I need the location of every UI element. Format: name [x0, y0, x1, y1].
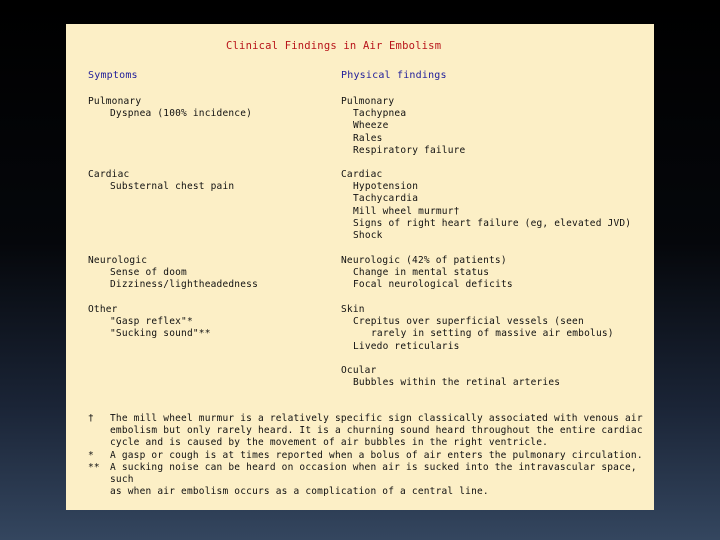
footnote-dagger — [88, 413, 648, 450]
group-heading: Neurologic — [88, 255, 148, 266]
physical-group-cardiac — [341, 169, 631, 242]
footnote-asterisk — [88, 450, 648, 462]
list-item: Dizziness/lightheadedness — [110, 279, 258, 291]
group-heading: Cardiac — [341, 169, 383, 180]
physical-group-neurologic — [341, 255, 513, 292]
footnote-line: A gasp or cough is at times reported when a bolus of air enters the pulmonary circulation. — [110, 449, 643, 461]
list-item: Substernal chest pain — [110, 181, 235, 193]
group-heading: Pulmonary — [88, 96, 142, 107]
footnote-line: The mill wheel murmur is a relatively specific sign classically associated with venous air — [110, 413, 643, 424]
group-heading: Other — [88, 304, 118, 315]
list-item: Tachycardia — [353, 193, 419, 205]
list-item: "Sucking sound"** — [110, 328, 211, 340]
footnote-line: as when air embolism occurs as a complication of a central line. — [110, 486, 489, 498]
footnote-line: embolism but only rarely heard. It is a churning sound heard throughout the entire cardiac — [110, 425, 643, 437]
footnote-line: A sucking noise can be heard on occasion when air is sucked into the intravascular space, such — [110, 461, 637, 486]
footnote-mark: * — [88, 449, 94, 461]
physical-group-ocular — [341, 365, 560, 389]
footnote-line: cycle and is caused by the movement of air bubbles in the right ventricle. — [110, 437, 549, 449]
symptom-group-cardiac — [88, 169, 234, 193]
list-item: Change in mental status — [353, 267, 490, 279]
list-item: Hypotension — [353, 181, 419, 193]
list-item: rarely in setting of massive air embolus) — [371, 328, 614, 340]
footnote-mark: † — [88, 413, 94, 424]
list-item: Rales — [353, 132, 383, 144]
list-item: Shock — [353, 229, 383, 241]
symptom-group-neurologic — [88, 255, 258, 292]
list-item: "Gasp reflex"* — [110, 316, 193, 328]
list-item: Livedo reticularis — [353, 340, 460, 352]
group-heading: Cardiac — [88, 169, 130, 180]
group-heading: Pulmonary — [341, 96, 395, 107]
list-item: Sense of doom — [110, 267, 187, 279]
list-item: Mill wheel murmur† — [353, 205, 460, 217]
symptom-group-other — [88, 304, 211, 341]
list-item: Focal neurological deficits — [353, 279, 513, 291]
list-item: Signs of right heart failure (eg, elevated JVD) — [353, 217, 632, 229]
physical-group-skin — [341, 304, 614, 353]
list-item: Crepitus over superficial vessels (seen — [353, 316, 584, 328]
footnotes — [88, 413, 648, 498]
symptom-group-pulmonary — [88, 96, 252, 120]
list-item: Wheeze — [353, 120, 389, 132]
list-item: Bubbles within the retinal arteries — [353, 377, 561, 389]
table-title: Clinical Findings in Air Embolism — [226, 40, 442, 52]
list-item: Dyspnea (100% incidence) — [110, 108, 253, 120]
physical-group-pulmonary — [341, 96, 465, 157]
symptoms-header: Symptoms — [88, 70, 138, 81]
group-heading: Skin — [341, 304, 365, 315]
group-heading: Ocular — [341, 365, 377, 376]
list-item: Respiratory failure — [353, 144, 466, 156]
footnote-mark: ** — [88, 461, 100, 473]
list-item: Tachypnea — [353, 108, 407, 120]
physical-findings-header: Physical findings — [341, 70, 447, 81]
footnote-double-asterisk — [88, 462, 648, 499]
group-heading: Neurologic (42% of patients) — [341, 255, 507, 266]
slide-card — [66, 24, 654, 510]
